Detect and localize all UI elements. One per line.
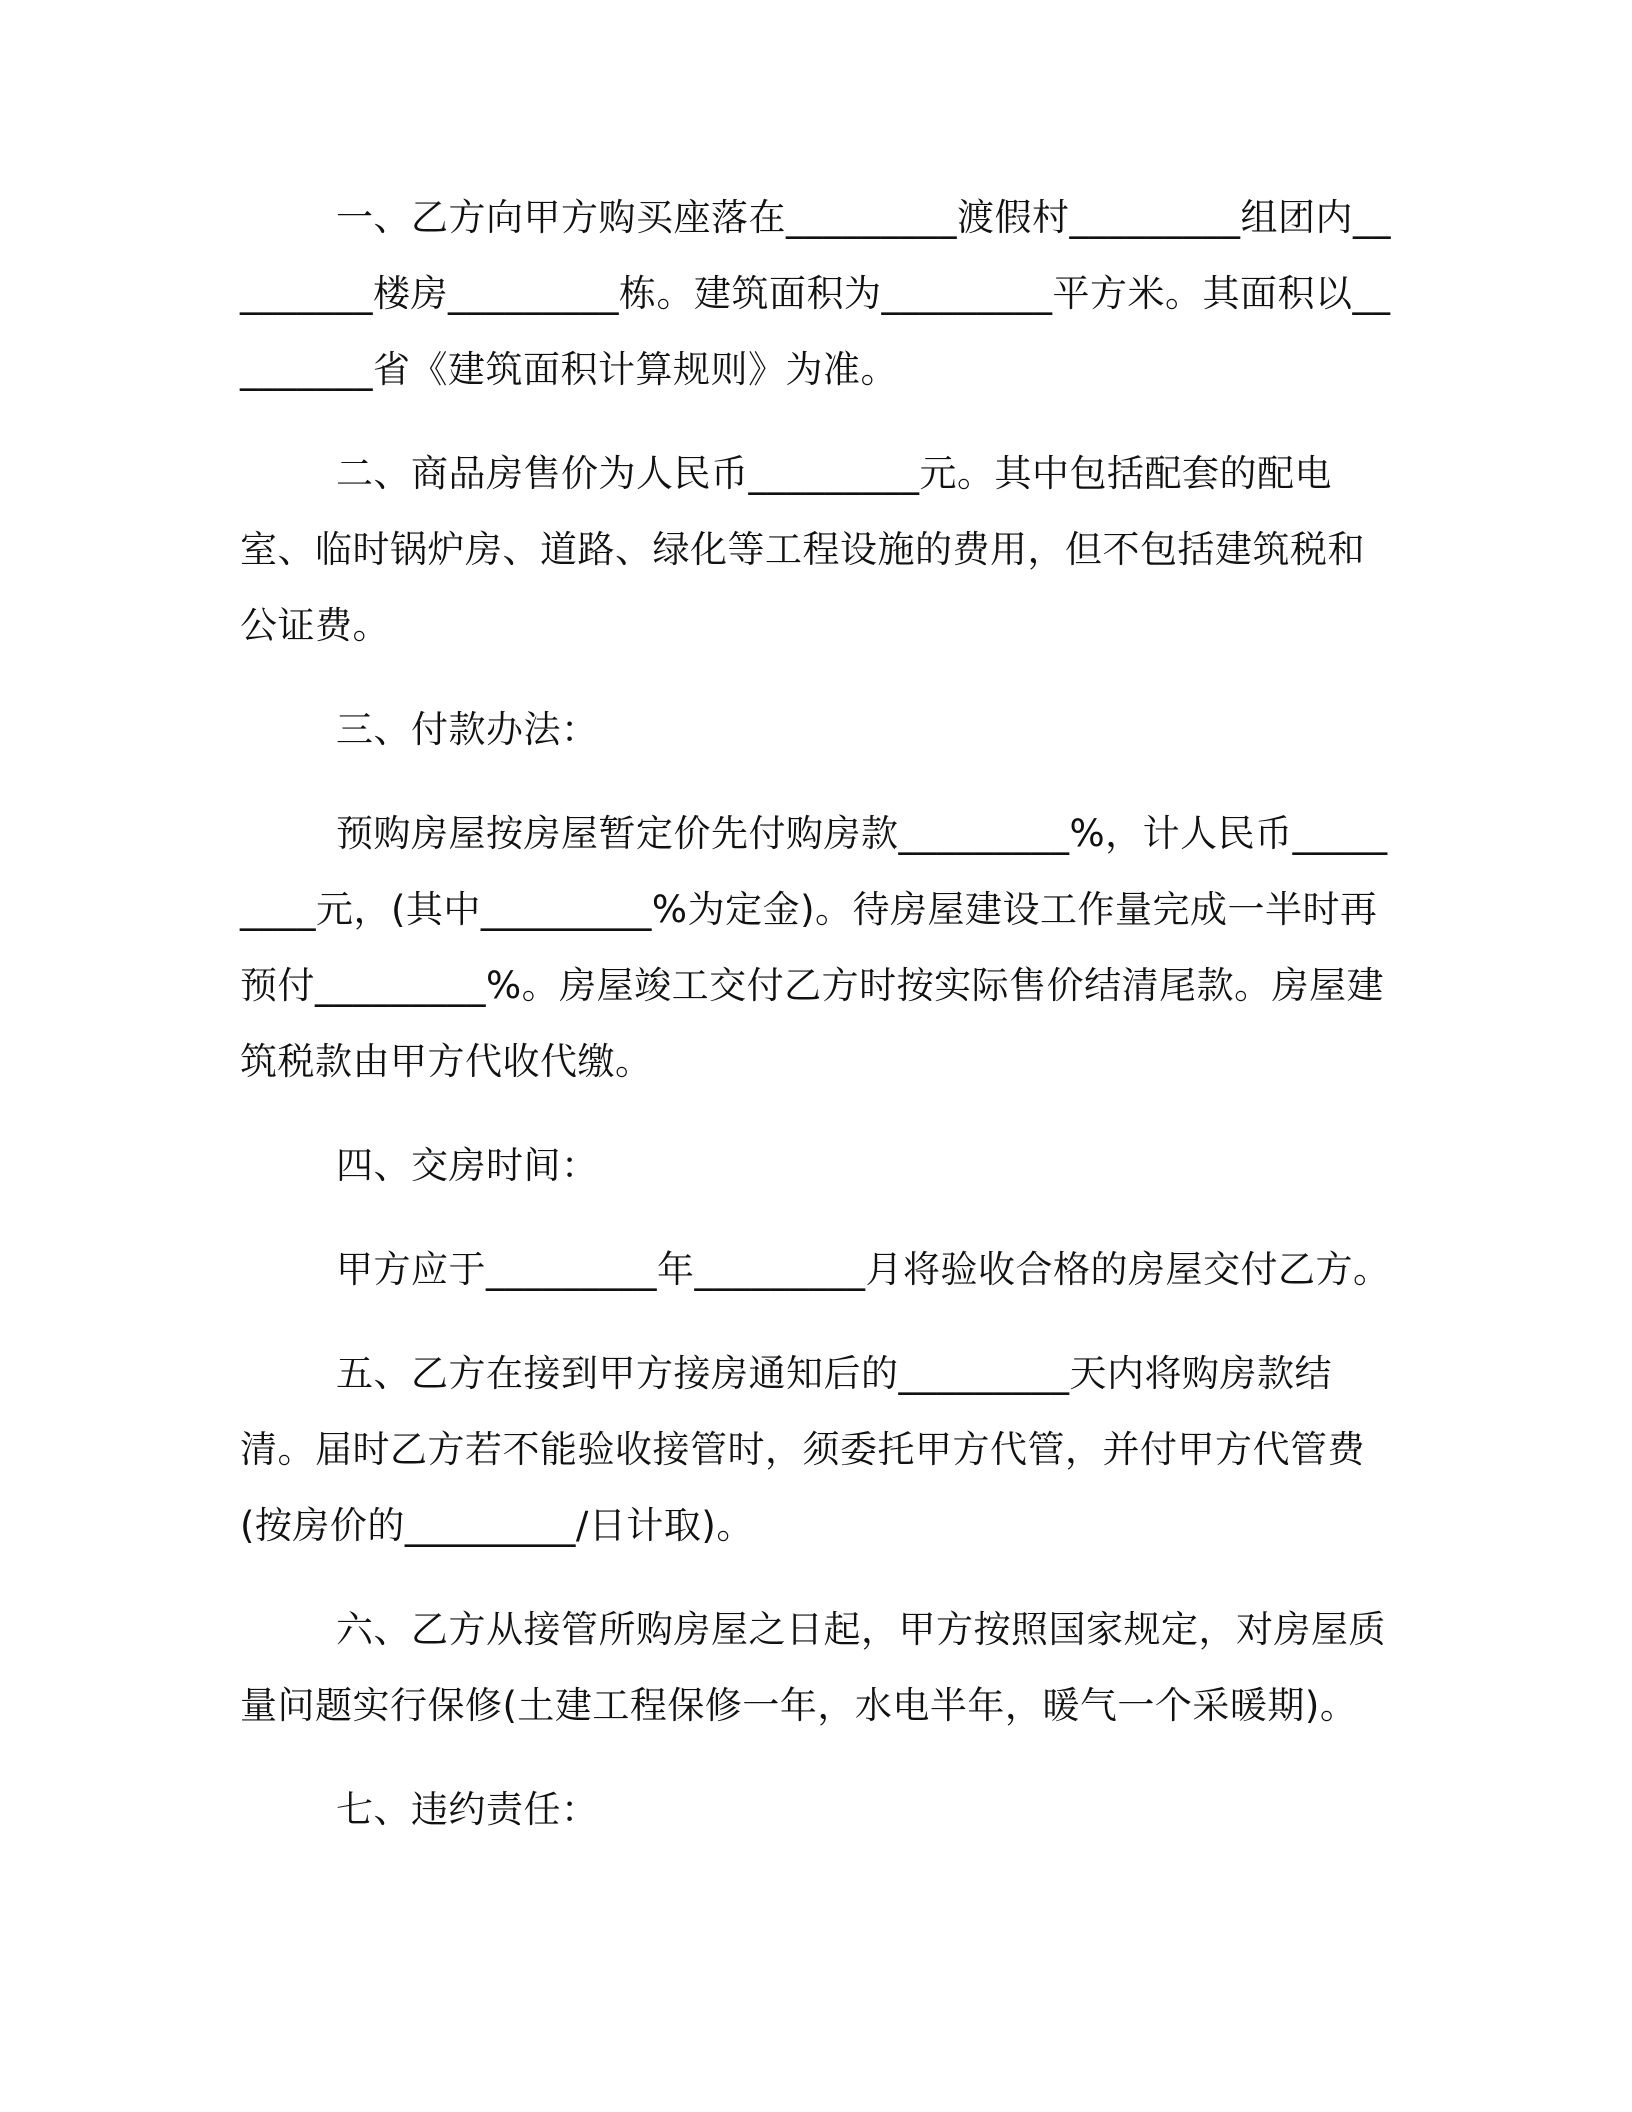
clause-1-property-location: 一、乙方向甲方购买座落在_________渡假村_________组团内_________楼房_________栋。建筑面积为_________平方米。其面积以_________省《建筑面积计算规则》为准。: [240, 196, 1391, 391]
clause-7-liability-heading: 七、违约责任：: [336, 1788, 599, 1831]
clause-3-payment-heading: 三、付款办法：: [336, 708, 599, 751]
clause-5-settlement: 五、乙方在接到甲方接房通知后的_________天内将购房款结清。届时乙方若不能验收接管时，须委托甲方代管，并付甲方代管费(按房价的_________/日计取)。: [240, 1352, 1365, 1547]
document-body: [240, 180, 1400, 1848]
clause-2-price: 二、商品房售价为人民币_________元。其中包括配套的配电室、临时锅炉房、道路、绿化等工程设施的费用，但不包括建筑税和公证费。: [240, 452, 1365, 647]
clause-3-payment-details: 预购房屋按房屋暂定价先付购房款_________%，计人民币_________元，(其中_________%为定金)。待房屋建设工作量完成一半时再预付_________%。房屋竣工交付乙方时按实际售价结清尾款。房屋建筑税款由甲方代收代缴。: [240, 812, 1388, 1083]
clause-4-delivery-heading: 四、交房时间：: [336, 1144, 599, 1187]
clause-6-warranty: 六、乙方从接管所购房屋之日起，甲方按照国家规定，对房屋质量问题实行保修(土建工程保修一年，水电半年，暖气一个采暖期)。: [240, 1608, 1386, 1727]
clause-4-delivery-details: 甲方应于_________年_________月将验收合格的房屋交付乙方。: [336, 1248, 1391, 1291]
